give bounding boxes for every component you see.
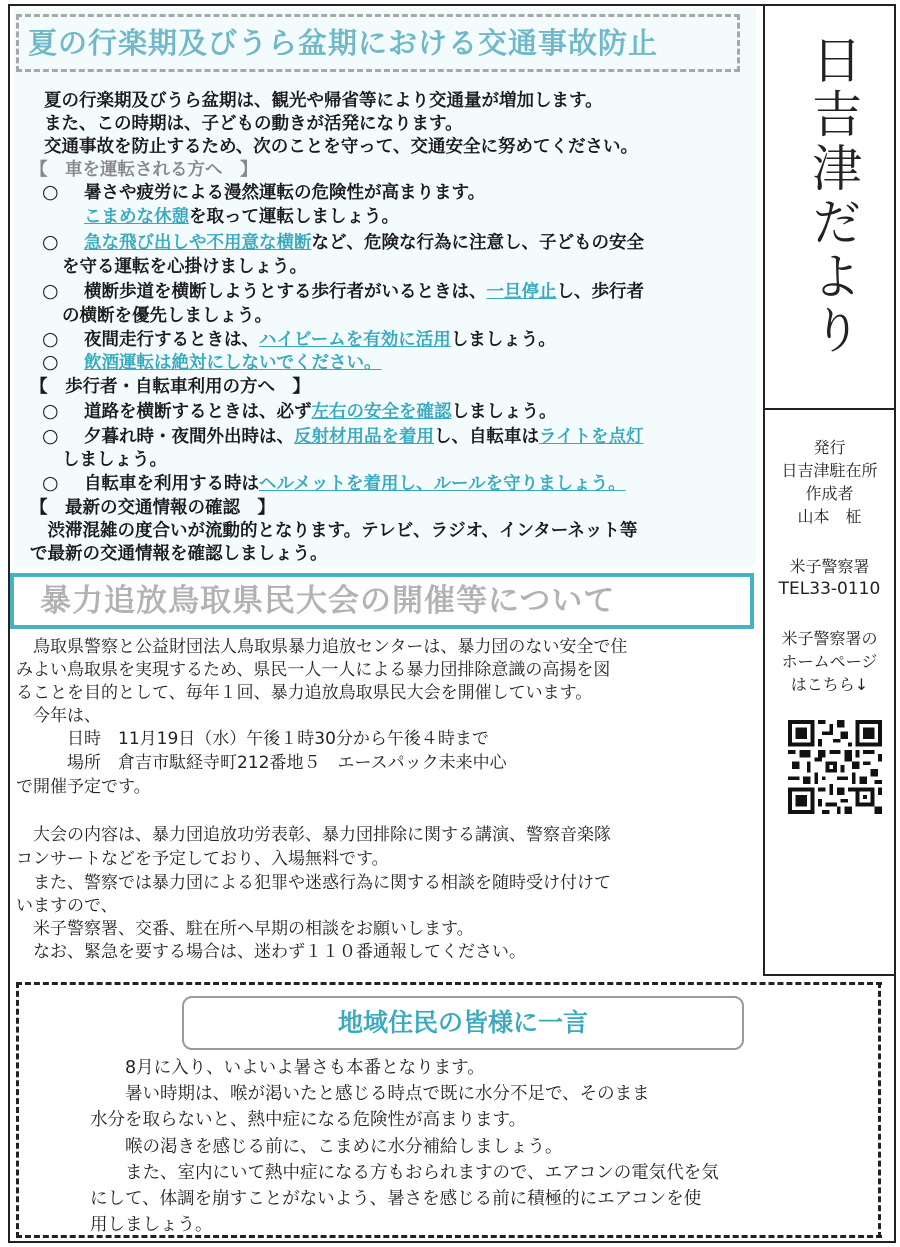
traffic-info-line-2: で最新の交通情報を確認しましょう。 (30, 544, 328, 564)
driver-item-3-line-b: の横断を優先しましょう。 (62, 306, 272, 326)
highlight-reflector: 反射材用品を着用 (294, 427, 434, 447)
message-line: 8月に入り、いよいよ暑さも本番となります。 (90, 1058, 485, 1078)
pedestrian-heading: 【 歩行者・自転車利用の方へ 】 (30, 377, 310, 397)
message-line: 用しましょう。 (90, 1215, 213, 1235)
event-date: 日時 11月19日（水）午後１時30分から午後４時まで (16, 729, 489, 749)
highlight-rest: こまめな休憩 (84, 207, 189, 227)
body-line: ることを目的として、毎年１回、暴力追放鳥取県民大会を開催しています。 (16, 683, 593, 703)
bullet-circle: ○ (42, 328, 59, 350)
body-line: また、警察では暴力団による犯罪や迷惑行為に関する相談を随時受け付けて (16, 873, 611, 893)
message-line: 暑い時期は、喉が渇いたと感じる時点で既に水分不足で、そのまま (90, 1084, 650, 1104)
highlight-drunk-driving: 飲酒運転は絶対にしないでください。 (84, 353, 382, 373)
author: 山本 柾 (797, 507, 862, 526)
bullet-circle: ○ (42, 472, 59, 494)
bullet-circle: ○ (42, 425, 59, 447)
bullet-circle: ○ (42, 400, 59, 422)
bullet-circle: ○ (42, 231, 59, 253)
intro-line-3: 交通事故を防止するため、次のことを守って、交通安全に努めてください。 (44, 137, 638, 157)
body-line: 大会の内容は、暴力団追放功労表彰、暴力団排除に関する講演、警察音楽隊 (16, 825, 611, 845)
body-line: 米子警察署、交番、駐在所へ早期の相談をお願いします。 (16, 919, 474, 939)
message-line: また、室内にいて熱中症になる方もおられますので、エアコンの電気代を気 (90, 1163, 719, 1183)
traffic-section-title: 夏の行楽期及びうら盆期における交通事故防止 (28, 26, 659, 60)
issuer-label: 発行 (813, 438, 846, 457)
message-line: 喉の渇きを感じる前に、こまめに水分補給しましょう。 (90, 1137, 563, 1157)
driver-item-1-line-b: こまめな休憩を取って運転しましょう。 (84, 207, 399, 227)
driver-heading: 【 車を運転される方へ 】 (30, 160, 258, 180)
driver-item-4: 夜間走行するときは、ハイビームを有効に活用しましょう。 (84, 330, 556, 350)
ped-item-1: 道路を横断するときは、必ず左右の安全を確認しましょう。 (84, 402, 557, 422)
event-place: 場所 倉吉市駄経寺町212番地５ エースパック未来中心 (16, 753, 507, 773)
message-title: 地域住民の皆様に一言 (337, 1008, 588, 1037)
body-line: いますので、 (16, 896, 118, 916)
highlight-check-safety: 左右の安全を確認 (311, 402, 452, 422)
highlight-light: ライトを点灯 (539, 427, 644, 447)
message-line: 水分を取らないと、熱中症になる危険性が高まります。 (90, 1110, 527, 1130)
highlight-helmet: ヘルメットを着用し、ルールを守りましょう。 (259, 474, 626, 494)
traffic-info-heading: 【 最新の交通情報の確認 】 (30, 498, 275, 518)
ped-item-2-line-a: 夕暮れ時・夜間外出時は、反射材用品を着用し、自転車はライトを点灯 (84, 427, 644, 447)
highlight-high-beam: ハイビームを有効に活用 (259, 330, 451, 350)
intro-line-1: 夏の行楽期及びうら盆期は、観光や帰省等により交通量が増加します。 (44, 91, 603, 111)
body-line: 今年は、 (16, 706, 101, 726)
highlight-stop: 一旦停止 (486, 282, 557, 302)
issuer: 日吉津駐在所 (781, 461, 878, 480)
body-line: 鳥取県警察と公益財団法人鳥取県暴力追放センターは、暴力団のない安全で住 (16, 637, 628, 657)
ped-item-2-line-b: しましょう。 (62, 450, 167, 470)
traffic-info-line-1: 渋滞混雑の度合いが流動的となります。テレビ、ラジオ、インターネット等 (30, 521, 638, 541)
driver-item-2-line-b: を守る運転を心掛けましょう。 (62, 257, 307, 277)
driver-item-5 (84, 352, 382, 375)
anti-violence-title: 暴力追放鳥取県民大会の開催等について (40, 583, 616, 619)
homepage-line: ホームページ (781, 652, 878, 671)
highlight-sudden-crossing: 急な飛び出しや不用意な横断 (84, 233, 312, 253)
ped-item-3: 自転車を利用する時はヘルメットを着用し、ルールを守りましょう。 (84, 474, 626, 494)
intro-line-2: また、この時期は、子どもの動きが活発になります。 (44, 114, 463, 134)
phone-number: TEL33-0110 (778, 579, 881, 599)
qr-code-icon[interactable] (788, 720, 882, 814)
driver-item-1-line-a: 暑さや疲労による漫然運転の危険性が高まります。 (84, 183, 486, 203)
homepage-line: はこちら↓ (790, 675, 869, 694)
driver-item-3-line-a: 横断歩道を横断しようとする歩行者がいるときは、一旦停止し、歩行者 (84, 282, 644, 302)
driver-item-2-line-a: 急な飛び出しや不用意な横断など、危険な行為に注意し、子どもの安全 (84, 233, 644, 253)
homepage-line: 米子警察署の (781, 629, 878, 648)
newsletter-title: 日吉津だより (804, 34, 862, 358)
bullet-circle: ○ (42, 351, 59, 373)
author-label: 作成者 (805, 484, 854, 503)
body-line: コンサートなどを予定しており、入場無料です。 (16, 849, 389, 869)
sidebar-divider (763, 408, 896, 410)
body-line: で開催予定です。 (16, 777, 151, 797)
message-section-frame-right (873, 982, 881, 1238)
body-line: なお、緊急を要する場合は、迷わず１１０番通報してください。 (16, 942, 526, 962)
bullet-circle: ○ (42, 280, 59, 302)
message-line: にして、体調を崩すことがないよう、暑さを感じる前に積極的にエアコンを使 (90, 1189, 702, 1209)
body-line: みよい鳥取県を実現するため、県民一人一人による暴力団排除意識の高揚を図 (16, 660, 611, 680)
police-station: 米子警察署 (789, 557, 870, 576)
bullet-circle: ○ (42, 181, 59, 203)
